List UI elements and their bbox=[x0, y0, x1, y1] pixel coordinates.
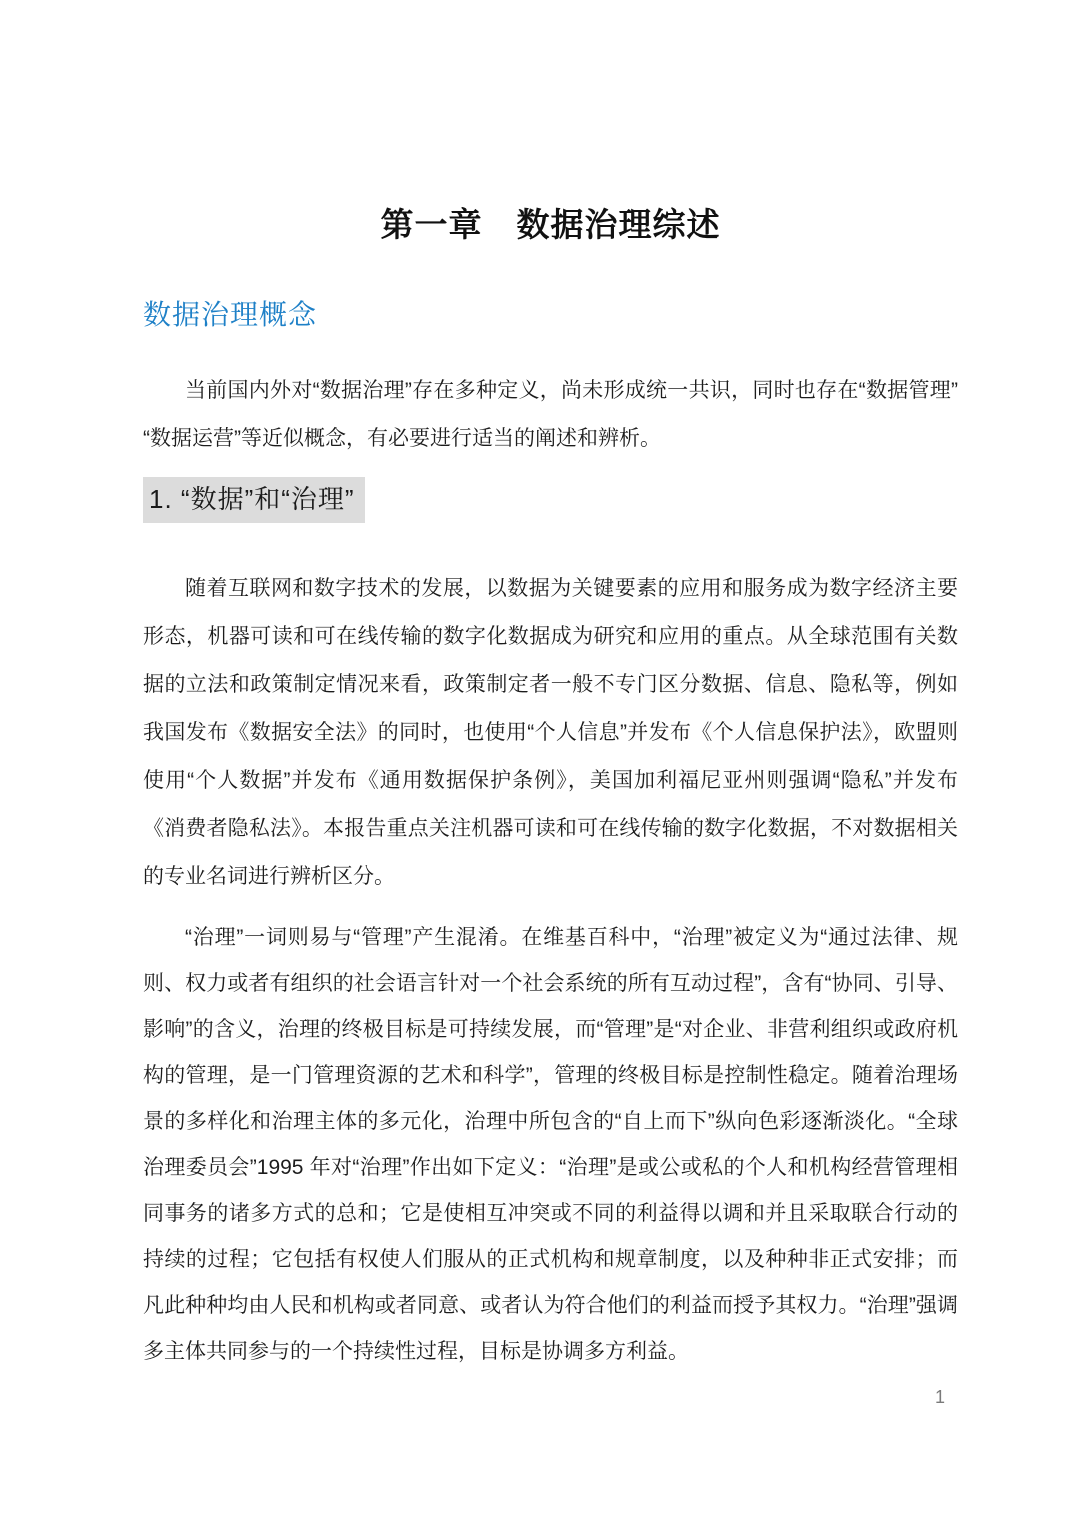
subsection-heading-text: 1. “数据”和“治理” bbox=[143, 477, 365, 524]
paragraph-intro: 当前国内外对“数据治理”存在多种定义，尚未形成统一共识，同时也存在“数据管理”“数据运营”等近似概念，有必要进行适当的阐述和辨析。 bbox=[143, 378, 958, 450]
subsection-heading bbox=[143, 477, 958, 524]
section-heading: 数据治理概念 bbox=[143, 298, 318, 330]
paragraph-governance-vs-management: “治理”一词则易与“管理”产生混淆。在维基百科中，“治理”被定义为“通过法律、规则、权力或者有组织的社会语言针对一个社会系统的所有互动过程”，含有“协同、引导、影响”的含义，治理的终极目标是可持续发展，而“管理”是“对企业、非营利组织或政府机构的管理，是一门管理资源的艺术和科学”，管理的终极目标是控制性稳定。随着治理场景的多样化和治理主体的多元化，治理中所包含的“自上而下”纵向色彩逐渐淡化。“全球治理委员会”1995 年对“治理”作出如下定义：“治理”是或公或私的个人和机构经营管理相同事务的诸多方式的总和；它是使相互冲突或不同的利益得以调和并且采取联合行动的持续的过程；它包括有权使人们服从的正式机构和规章制度，以及种种非正式安排；而凡此种种均由人民和机构或者同意、或者认为符合他们的利益而授予其权力。“治理”强调多主体共同参与的一个持续性过程，目标是协调多方利益。 bbox=[143, 926, 958, 1364]
chapter-title: 第一章 数据治理综述 bbox=[380, 206, 721, 243]
page-number: 1 bbox=[934, 1387, 945, 1407]
paragraph-data-and-tech: 随着互联网和数字技术的发展，以数据为关键要素的应用和服务成为数字经济主要形态，机器可读和可在线传输的数字化数据成为研究和应用的重点。从全球范围有关数据的立法和政策制定情况来看，政策制定者一般不专门区分数据、信息、隐私等，例如我国发布《数据安全法》的同时，也使用“个人信息”并发布《个人信息保护法》，欧盟则使用“个人数据”并发布《通用数据保护条例》，美国加利福尼亚州则强调“隐私”并发布《消费者隐私法》。本报告重点关注机器可读和可在线传输的数字化数据，不对数据相关的专业名词进行辨析区分。 bbox=[143, 577, 958, 889]
